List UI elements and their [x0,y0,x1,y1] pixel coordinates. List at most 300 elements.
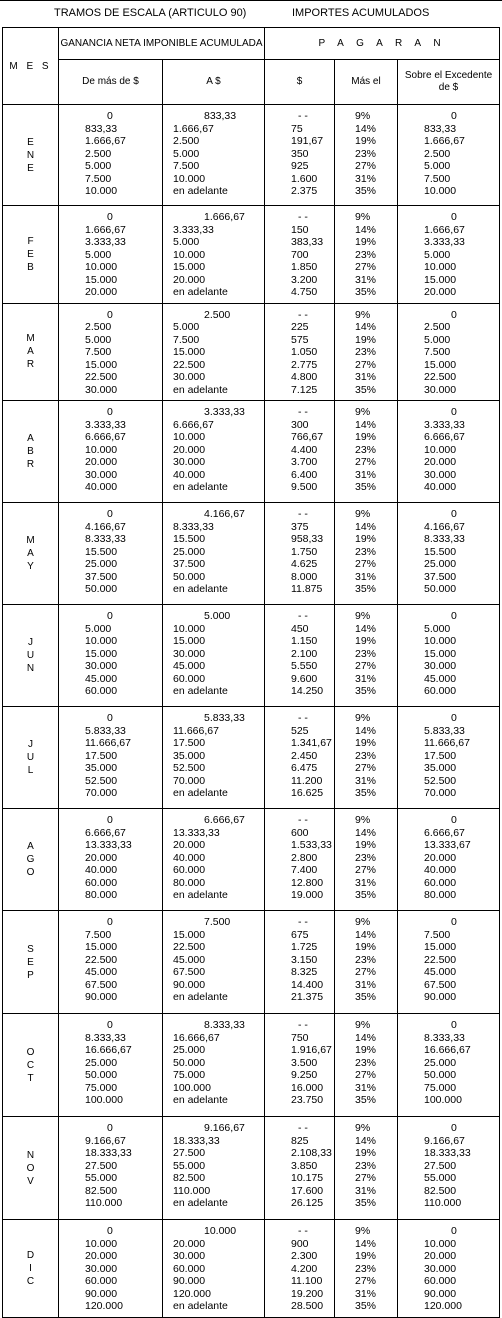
pesos-value: 958,33 [291,533,324,545]
a-value: 70.000 [173,774,206,787]
pct-value: 19% [355,1044,377,1056]
sobre-value: 15.000 [424,273,457,286]
sobre-value: 0 [451,508,457,520]
pesos-value: 4.750 [291,286,318,298]
pesos-value: 2.800 [291,851,318,864]
a-value: en adelante [173,583,228,595]
de-value: 6.666,67 [85,826,126,839]
pesos-value: 3.500 [291,1056,318,1069]
mes-header: M E S [3,28,59,105]
month-letter: A [27,433,34,444]
pct-value: 23% [355,851,377,864]
de-value: 100.000 [85,1094,123,1106]
a-value: 22.500 [173,941,206,953]
pct-value: 14% [355,223,377,236]
month-letter: J [28,739,33,750]
de-value: 25.000 [85,558,118,570]
a-value: 8.333,33 [204,1019,245,1031]
mas-el-header: Más el [335,60,398,105]
pct-value: 31% [355,371,377,383]
pct-column-cell [335,1014,398,1117]
month-letter: Y [27,561,34,572]
sobre-value: 1.666,67 [424,223,465,236]
month-letter: M [26,333,35,345]
pct-value: 31% [355,978,377,991]
month-letter: N [26,663,35,674]
sobre-value: 20.000 [424,456,457,468]
de-value: 20.000 [85,1250,118,1262]
pesos-value: 9.600 [291,672,318,685]
month-row [3,503,500,605]
a-value: 4.166,67 [204,508,245,520]
pct-value: 19% [355,236,377,248]
a-column-cell [163,605,265,707]
pct-value: 31% [355,172,377,185]
pct-value: 31% [355,273,377,286]
sobre-column-cell [398,105,500,206]
month-letter: E [27,248,34,260]
a-value: 8.333,33 [173,520,214,533]
pct-value: 27% [355,1069,377,1081]
pct-value: 19% [355,533,377,545]
de-value: 45.000 [85,672,118,685]
a-column-cell [163,1117,265,1220]
a-value: en adelante [173,685,228,697]
de-column-cell [59,1220,163,1318]
month-letter: B [27,261,34,273]
month-letter: C [26,1275,35,1287]
a-column-cell [163,503,265,605]
pesos-value: 700 [291,248,309,261]
a-value: 11.666,67 [173,724,219,737]
month-letter: R [26,459,35,470]
de-value: 52.500 [85,774,118,787]
sobre-value: 6.666,67 [424,826,465,839]
pesos-value: 19.000 [291,889,324,901]
sobre-value: 15.500 [424,545,457,558]
month-label [3,1014,59,1117]
month-letter: L [27,765,34,776]
sobre-value: 18.333,33 [424,1147,471,1159]
pesos-value: 75 [291,122,303,135]
month-row [3,401,500,503]
pesos-value: 12.800 [291,876,324,889]
month-letter: S [27,943,34,955]
de-value: 5.000 [85,333,112,346]
sobre-value: 90.000 [424,991,457,1003]
pesos-value: 1.341,67 [291,737,332,749]
sobre-value: 2.500 [424,147,451,160]
de-value: 45.000 [85,966,118,978]
pesos-value: 16.000 [291,1081,324,1094]
pct-value: 27% [355,966,377,978]
de-value: 0 [107,712,113,724]
a-value: 7.500 [173,160,200,172]
de-value: 40.000 [85,481,118,493]
de-column-cell [59,105,163,206]
de-value: 7.500 [85,928,112,941]
pct-value: 14% [355,1031,377,1044]
de-value: 30.000 [85,468,118,481]
sobre-value: 0 [451,406,457,418]
month-letter: O [26,867,35,878]
de-value: 13.333,33 [85,839,132,851]
pesos-value: - - [298,610,308,622]
de-value: 7.500 [85,172,112,185]
a-value: 45.000 [173,953,206,966]
pct-value: 14% [355,418,377,431]
pesos-value: 17.600 [291,1184,324,1197]
de-value: 5.000 [85,622,112,635]
sobre-value: 7.500 [424,172,451,185]
pct-value: 31% [355,672,377,685]
pct-value: 14% [355,724,377,737]
de-value: 82.500 [85,1184,118,1197]
a-value: 25.000 [173,1044,206,1056]
sobre-value: 3.333,33 [424,418,465,431]
a-value: 27.500 [173,1147,206,1159]
pesos-column-cell [265,707,335,809]
pesos-value: 450 [291,622,309,635]
pesos-value: 1.600 [291,172,318,185]
pct-value: 9% [355,1225,371,1237]
de-value: 90.000 [85,1287,118,1300]
tramos-title: TRAMOS DE ESCALA (ARTICULO 90) [54,7,247,19]
pct-value: 27% [355,160,377,172]
sobre-value: 0 [451,916,457,928]
pesos-value: 150 [291,223,309,236]
de-value: 10.000 [85,443,118,456]
a-value: 40.000 [173,851,206,864]
pesos-value: 11.875 [291,583,323,595]
a-value: 30.000 [173,456,206,468]
a-value: 9.166,67 [204,1122,245,1134]
a-value: 2.500 [204,308,231,321]
pesos-column-cell [265,303,335,401]
de-value: 20.000 [85,456,118,468]
sobre-value: 0 [451,211,457,223]
pct-column-cell [335,1220,398,1318]
a-value: 50.000 [173,1056,206,1069]
pesos-value: 10.175 [291,1172,324,1184]
pct-value: 9% [355,508,371,520]
sobre-value: 30.000 [424,1262,457,1275]
pesos-value: - - [298,814,308,826]
pesos-value: 2.450 [291,749,318,762]
pct-value: 35% [355,481,377,493]
pct-value: 31% [355,1287,377,1300]
sobre-value: 10.000 [424,635,457,647]
pct-value: 31% [355,1184,377,1197]
sobre-value: 17.500 [424,749,457,762]
de-value: 60.000 [85,685,118,697]
month-letter: N [26,149,35,161]
sobre-value: 10.000 [424,443,457,456]
pesos-value: - - [298,211,308,223]
pct-value: 14% [355,826,377,839]
de-column-cell [59,1014,163,1117]
a-value: en adelante [173,991,228,1003]
a-value: 7.500 [204,916,231,928]
de-value: 16.666,67 [85,1044,132,1056]
pct-value: 9% [355,916,371,928]
sobre-value: 7.500 [424,346,451,358]
pct-value: 14% [355,622,377,635]
pct-value: 27% [355,1172,377,1184]
pesos-value: 600 [291,826,309,839]
a-value: 82.500 [173,1172,206,1184]
a-value: 100.000 [173,1081,211,1094]
month-label [3,707,59,809]
month-letter: R [26,359,35,371]
month-letter: P [27,969,34,981]
a-value: 18.333,33 [173,1134,220,1147]
sobre-value: 0 [451,814,457,826]
pesos-value: 11.200 [291,774,323,787]
month-letter: D [26,1249,35,1261]
month-letter: A [27,346,34,358]
a-column-cell [163,911,265,1014]
pct-value: 14% [355,321,377,333]
de-value: 11.666,67 [85,737,131,749]
pct-value: 23% [355,1159,377,1172]
de-value: 10.000 [85,635,118,647]
pesos-value: 2.108,33 [291,1147,332,1159]
sobre-value: 80.000 [424,889,457,901]
pesos-value: 2.375 [291,185,318,197]
a-value: 833,33 [204,110,237,122]
de-column-cell [59,911,163,1014]
sobre-value: 0 [451,1019,457,1031]
sobre-value: 13.333,67 [424,839,471,851]
pct-value: 23% [355,1262,377,1275]
sobre-value: 10.000 [424,185,457,197]
month-letter: C [26,1059,35,1071]
a-value: 25.000 [173,545,206,558]
de-value: 55.000 [85,1172,118,1184]
pesos-value: 225 [291,321,309,333]
sobre-value: 5.000 [424,622,451,635]
pesos-value: - - [298,712,308,724]
sobre-value: 60.000 [424,876,457,889]
sobre-value: 5.000 [424,333,451,346]
pesos-value: 1.850 [291,261,318,273]
pct-value: 35% [355,991,377,1003]
pesos-value: 16.625 [291,787,324,799]
pct-value: 23% [355,346,377,358]
pesos-value: 766,67 [291,431,324,443]
de-value: 0 [107,1225,113,1237]
month-letter: O [26,1162,35,1174]
a-value: en adelante [173,1094,228,1106]
pct-value: 14% [355,1237,377,1250]
month-label [3,303,59,401]
sobre-value: 0 [451,610,457,622]
a-value: 50.000 [173,570,206,583]
de-value: 20.000 [85,286,118,298]
a-value: 75.000 [173,1069,206,1081]
month-label [3,105,59,206]
pct-value: 9% [355,1019,371,1031]
a-value: 80.000 [173,876,206,889]
de-value: 80.000 [85,889,118,901]
de-value: 37.500 [85,570,118,583]
de-value: 833,33 [85,122,118,135]
pct-column-cell [335,503,398,605]
pesos-value: 2.775 [291,358,318,371]
de-value: 60.000 [85,1275,118,1287]
sobre-value: 3.333,33 [424,236,465,248]
a-value: 60.000 [173,864,206,876]
a-value: en adelante [173,889,228,901]
pct-value: 19% [355,941,377,953]
a-column-cell [163,1014,265,1117]
a-value: 30.000 [173,371,206,383]
de-value: 15.000 [85,941,118,953]
pct-value: 27% [355,558,377,570]
pesos-value: 14.400 [291,978,324,991]
pct-value: 27% [355,762,377,774]
pesos-value: 4.800 [291,371,318,383]
a-header: A $ [163,60,265,105]
de-column-cell [59,707,163,809]
pct-value: 35% [355,383,377,396]
pct-value: 27% [355,660,377,672]
sobre-value: 9.166,67 [424,1134,465,1147]
pesos-value: 3.200 [291,273,318,286]
de-value: 120.000 [85,1300,123,1312]
de-value: 17.500 [85,749,118,762]
sobre-value: 833,33 [424,122,457,135]
pesos-value: 3.700 [291,456,318,468]
de-value: 22.500 [85,953,118,966]
de-value: 2.500 [85,321,112,333]
sobre-value: 16.666,67 [424,1044,471,1056]
pct-value: 35% [355,787,377,799]
pct-value: 23% [355,147,377,160]
sobre-column-cell [398,605,500,707]
a-value: 30.000 [173,1250,206,1262]
sobre-column-cell [398,1117,500,1220]
de-value: 3.333,33 [85,418,126,431]
sobre-value: 37.500 [424,570,457,583]
sobre-value: 100.000 [424,1094,462,1106]
sobre-value: 0 [451,712,457,724]
pct-value: 35% [355,1197,377,1209]
pesos-value: 675 [291,928,309,941]
a-column-cell [163,809,265,911]
pesos-value: 8.325 [291,966,318,978]
pesos-column-cell [265,105,335,206]
pesos-value: - - [298,1225,308,1237]
sobre-value: 2.500 [424,321,451,333]
sobre-value: 5.000 [424,248,451,261]
a-value: 16.666,67 [173,1031,220,1044]
sobre-column-cell [398,707,500,809]
sobre-value: 40.000 [424,481,457,493]
a-value: 10.000 [173,431,206,443]
de-value: 50.000 [85,583,118,595]
sobre-value: 15.000 [424,358,457,371]
pesos-value: 2.300 [291,1250,318,1262]
a-value: 15.000 [173,635,206,647]
a-value: 52.500 [173,762,206,774]
pesos-value: - - [298,508,308,520]
de-column-cell [59,809,163,911]
pct-value: 23% [355,749,377,762]
a-value: 15.000 [173,928,206,941]
sobre-column-cell [398,809,500,911]
pesos-value: 1.916,67 [291,1044,332,1056]
pct-column-cell [335,911,398,1014]
month-label [3,605,59,707]
de-value: 0 [107,110,113,122]
de-value: 15.000 [85,273,118,286]
a-value: 110.000 [173,1184,211,1197]
pesos-value: 8.000 [291,570,318,583]
pesos-column-cell [265,503,335,605]
a-value: 7.500 [173,333,200,346]
sobre-value: 11.666,67 [424,737,470,749]
de-value: 110.000 [85,1197,123,1209]
pesos-value: 825 [291,1134,309,1147]
pesos-value: 21.375 [291,991,324,1003]
pct-value: 31% [355,1081,377,1094]
a-value: en adelante [173,787,228,799]
sobre-value: 10.000 [424,1237,457,1250]
sobre-column-cell [398,1014,500,1117]
de-value: 5.833,33 [85,724,126,737]
de-value: 4.166,67 [85,520,126,533]
sobre-value: 67.500 [424,978,457,991]
pesos-value: - - [298,308,308,321]
sobre-value: 90.000 [424,1287,457,1300]
a-value: 90.000 [173,1275,206,1287]
a-column-cell [163,303,265,401]
de-mas-header: De más de $ [59,60,163,105]
pct-value: 27% [355,358,377,371]
de-value: 90.000 [85,991,118,1003]
pesos-value: 383,33 [291,236,324,248]
sobre-value: 55.000 [424,1172,457,1184]
month-label [3,503,59,605]
pesos-value: 5.550 [291,660,318,672]
a-value: en adelante [173,286,228,298]
pesos-value: 7.400 [291,864,318,876]
pct-value: 14% [355,1134,377,1147]
a-value: 120.000 [173,1287,211,1300]
a-value: 10.000 [173,172,206,185]
pct-value: 19% [355,635,377,647]
sobre-value: 4.166,67 [424,520,465,533]
a-value: 45.000 [173,660,206,672]
pesos-value: 1.050 [291,346,318,358]
pesos-value: 11.100 [291,1275,323,1287]
a-value: 6.666,67 [173,418,214,431]
de-value: 0 [107,814,113,826]
pct-value: 35% [355,1094,377,1106]
pagaran-header: P A G A R A N [265,28,500,60]
de-value: 6.666,67 [85,431,126,443]
pesos-value: 1.533,33 [291,839,332,851]
pesos-value: 1.150 [291,635,318,647]
month-row [3,911,500,1014]
month-label [3,809,59,911]
pct-value: 9% [355,308,371,321]
pct-value: 9% [355,211,371,223]
de-value: 25.000 [85,1056,118,1069]
month-row [3,1117,500,1220]
